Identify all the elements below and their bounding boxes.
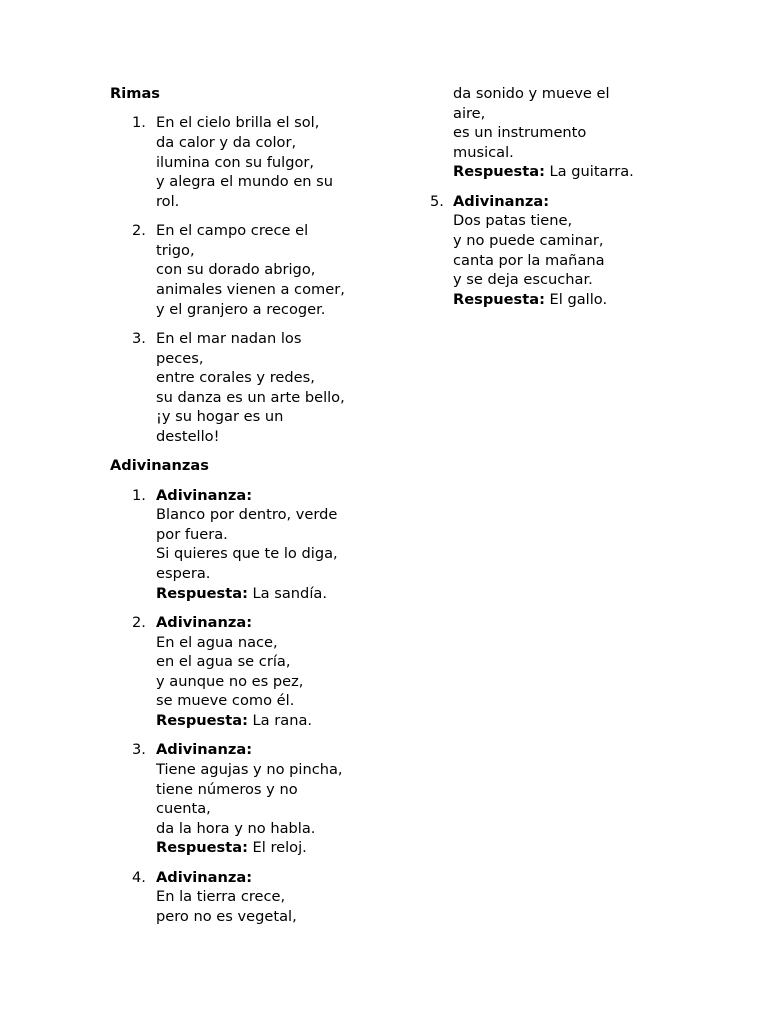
verse-line: cuenta,: [156, 800, 211, 818]
verse-line: da calor y da color,: [156, 133, 297, 151]
list-number: 3.: [132, 741, 146, 759]
rima-item-1: [110, 113, 380, 211]
list-number: 2.: [132, 222, 146, 240]
adivinanza-item-3: [110, 740, 380, 858]
riddle-label: Adivinanza:: [156, 486, 253, 504]
list-number: 4.: [132, 868, 146, 886]
verse-line: es un instrumento: [453, 124, 587, 142]
verse-line: rol.: [156, 192, 180, 210]
verse-line: aire,: [453, 104, 486, 122]
answer-text: La rana.: [252, 712, 313, 729]
verse-line: destello!: [156, 427, 220, 445]
verse-line: y aunque no es pez,: [156, 672, 304, 690]
answer-line: [453, 290, 677, 310]
answer-label: Respuesta:: [453, 290, 545, 308]
verse-line: Dos patas tiene,: [453, 212, 573, 230]
verse-line: Tiene agujas y no pincha,: [156, 760, 343, 778]
verse-line: ¡y su hogar es un: [156, 408, 284, 426]
verse-line: da la hora y no habla.: [156, 819, 316, 837]
rima-item-3: [110, 329, 380, 447]
rimas-heading: Rimas: [110, 85, 160, 102]
verse-line: y el granjero a recoger.: [156, 300, 326, 318]
verse-line: y alegra el mundo en su: [156, 173, 334, 191]
answer-text: La guitarra.: [549, 163, 634, 181]
list-number: 5.: [430, 192, 444, 210]
verse-line: y no puede caminar,: [453, 231, 604, 249]
answer-label: Respuesta:: [156, 584, 248, 602]
verse-line: tiene números y no: [156, 780, 298, 798]
verse-line: entre corales y redes,: [156, 369, 315, 387]
answer-text: El reloj.: [252, 839, 307, 857]
answer-line: [156, 584, 380, 604]
adivinanza-item-5: [407, 192, 677, 310]
verse-line: por fuera.: [156, 525, 228, 543]
verse-line: Si quieres que te lo diga,: [156, 545, 338, 563]
verse-line: canta por la mañana: [453, 251, 605, 269]
adivinanzas-list: [110, 486, 380, 927]
verse-line: su danza es un arte bello,: [156, 388, 345, 406]
verse-line: y se deja escuchar.: [453, 271, 593, 289]
answer-label: Respuesta:: [156, 839, 248, 857]
verse-line: ilumina con su fulgor,: [156, 153, 315, 171]
adivinanza-item-1: [110, 486, 380, 604]
verse-line: pero no es vegetal,: [156, 907, 297, 925]
verse-line: animales vienen a comer,: [156, 280, 345, 298]
riddle-label: Adivinanza:: [453, 192, 550, 210]
adivinanza-item-4-continued: [407, 84, 677, 182]
verse-line: En el agua nace,: [156, 633, 278, 651]
verse-line: En la tierra crece,: [156, 888, 286, 906]
verse-line: trigo,: [156, 241, 195, 259]
verse-line: con su dorado abrigo,: [156, 261, 316, 279]
verse-line: da sonido y mueve el: [453, 85, 610, 102]
list-number: 1.: [132, 114, 146, 132]
verse-line: Blanco por dentro, verde: [156, 506, 338, 524]
verse-line: se mueve como él.: [156, 692, 295, 710]
list-number: 2.: [132, 614, 146, 632]
list-number: 3.: [132, 329, 146, 347]
answer-line: [156, 838, 380, 858]
right-column: [407, 84, 677, 319]
riddle-label: Adivinanza:: [156, 868, 253, 886]
verse-line: En el campo crece el: [156, 222, 309, 240]
verse-line: musical.: [453, 143, 514, 161]
adivinanzas-heading: Adivinanzas: [110, 457, 209, 475]
rimas-list: [110, 113, 380, 446]
answer-label: Respuesta:: [453, 163, 545, 181]
answer-text: El gallo.: [549, 290, 608, 308]
verse-line: en el agua se cría,: [156, 653, 291, 671]
adivinanza-item-4: [110, 868, 380, 927]
riddle-label: Adivinanza:: [156, 741, 253, 759]
verse-line: En el cielo brilla el sol,: [156, 114, 320, 132]
answer-label: Respuesta:: [156, 712, 248, 729]
answer-line: [453, 162, 677, 182]
verse-line: espera.: [156, 565, 211, 583]
verse-line: En el mar nadan los: [156, 329, 302, 347]
adivinanza-item-2: [110, 613, 380, 731]
adivinanzas-list-continued: [407, 84, 677, 309]
riddle-label: Adivinanza:: [156, 614, 253, 632]
rima-item-2: [110, 221, 380, 319]
left-column: [110, 84, 380, 936]
answer-text: La sandía.: [252, 584, 327, 602]
verse-line: peces,: [156, 349, 204, 367]
list-number: 1.: [132, 486, 146, 504]
answer-line: [156, 711, 380, 731]
